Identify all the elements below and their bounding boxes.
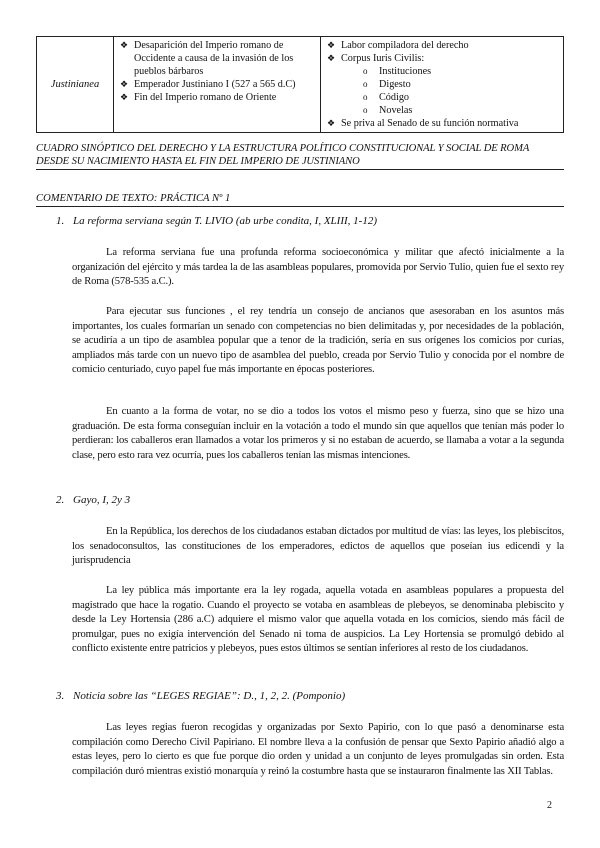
diamond-bullet-icon: ❖ bbox=[120, 92, 129, 102]
law-item: ❖ Labor compiladora del derecho bbox=[327, 40, 469, 51]
event-item: ❖ Emperador Justiniano I (527 a 565 d.C) bbox=[120, 79, 296, 90]
page-number: 2 bbox=[547, 800, 552, 811]
diamond-bullet-icon: ❖ bbox=[327, 118, 336, 128]
circle-bullet-icon: o bbox=[363, 105, 368, 115]
paragraph: Las leyes regias fueron recogidas y organizadas por Sexto Papirio, con lo que pasó a denominarse esta compilación como Derecho Civil Papiriano. El nombre lleva a la confusión de pensar que Sexto Papirio añadió algo a estas leyes, pero lo cierto es que fue porque dio orden y unidad a un conjunto de leyes promulgadas sin orden. Esta compilación duró mientras existió monarquía y reinó la costumbre hasta que se instauraron finalmente las XII Tablas. bbox=[72, 722, 564, 777]
corpus-part: o Digesto bbox=[363, 79, 411, 90]
section-heading: 2. Gayo, I, 2y 3 bbox=[56, 494, 131, 506]
events-cell bbox=[114, 37, 321, 133]
table-caption: CUADRO SINÓPTICO DEL DERECHO Y LA ESTRUCTURA POLÍTICO CONSTITUCIONAL Y SOCIAL DE ROMA DESDE SU NACIMIENTO HASTA EL FIN DEL IMPERIO DE JUSTINIANO bbox=[36, 143, 564, 170]
era-label: Justinianea bbox=[37, 37, 114, 133]
corpus-part: o Código bbox=[363, 92, 410, 103]
paragraph: La reforma serviana fue una profunda reforma socioeconómica y militar que afectó inicialmente a la organización del ejército y más tardea la de las asambleas populares, promovida por Servio Tulio, quien fue el sexto rey de Roma (578-535 a.C.). bbox=[72, 247, 564, 288]
paragraph: En la República, los derechos de los ciudadanos estaban dictados por multitud de vías: las leyes, los plebiscitos, los senadoconsultos, las constituciones de los emperadores, edictos de aquellos que poseían ius edicendi y la jurisprudencia bbox=[72, 526, 564, 567]
diamond-bullet-icon: ❖ bbox=[327, 40, 336, 50]
corpus-part: o Instituciones bbox=[363, 66, 432, 77]
paragraph: En cuanto a la forma de votar, no se dio a todos los votos el mismo peso y fuerza, sino que se hizo una graduación. De esta forma conseguían incluir en la votación a todo el mundo sin que aquellos que tenían más poder lo perdieran: los caballeros eran llamados a votar los primeros y si no estaban de acuerdo, se llamaba a votar a la segunda clase, pero esto rara vez ocurría, pues los caballeros tenían las mismas intenciones. bbox=[72, 406, 564, 461]
section-heading: 3. Noticia sobre las “LEGES REGIAE”: D., 1, 2, 2. (Pomponio) bbox=[56, 690, 346, 702]
diamond-bullet-icon: ❖ bbox=[120, 40, 129, 50]
paragraph: La ley pública más importante era la ley rogada, aquella votada en asambleas populares a propuesta del magistrado que hace la rogatio. Cuando el proyecto se votaba en asambleas de plebeyos, se denominaba plebiscito y desde la Ley Hortensia (286 a.C) adquiere el mismo valor que aquella votada en los comicios, siendo más fácil de promulgar, pues no exigía intervención del Senado ni toma de auspicios. La Ley Hortensia se promulgó debido al conflicto existente entre patricios y plebeyos, pues estos últimos se sentían inferiores al resto de los ciudadanos. bbox=[72, 585, 564, 655]
event-item: ❖ Desaparición del Imperio romano de Occidente a causa de la invasión de los pueblos bárbaros bbox=[120, 40, 294, 77]
circle-bullet-icon: o bbox=[363, 92, 368, 102]
circle-bullet-icon: o bbox=[363, 66, 368, 76]
circle-bullet-icon: o bbox=[363, 79, 368, 89]
event-item: ❖ Fin del Imperio romano de Oriente bbox=[120, 92, 277, 103]
corpus-part: o Novelas bbox=[363, 105, 413, 116]
diamond-bullet-icon: ❖ bbox=[327, 53, 336, 63]
paragraph: Para ejecutar sus funciones , el rey tendría un consejo de ancianos que asesoraban en los asuntos más importantes, los cuales formarían un senado con competencias no bien delimitadas y, por necesidades de la población, se acudiría a un tipo de asamblea popular que a tenor de la tradición, sería en sus orígenes los comicios por curias, ampliados más tarde con un nuevo tipo de asamblea del pueblo, creada por Servio Tulio y conocida por el nombre de comicio centuriado, cuyo papel fue más importante en épocas posteriores. bbox=[72, 306, 564, 376]
law-cell bbox=[321, 37, 564, 133]
synoptic-table bbox=[36, 36, 564, 133]
diamond-bullet-icon: ❖ bbox=[120, 79, 129, 89]
law-item: ❖ Corpus Iuris Civilis: o Instituciones o Digesto o Código o Novelas bbox=[325, 52, 559, 117]
section-heading: 1. La reforma serviana según T. LIVIO (ab urbe condita, I, XLIII, 1-12) bbox=[56, 215, 377, 227]
comment-title: COMENTARIO DE TEXTO: PRÁCTICA Nº 1 bbox=[36, 192, 564, 207]
law-item: ❖ Se priva al Senado de su función normativa bbox=[327, 118, 519, 129]
